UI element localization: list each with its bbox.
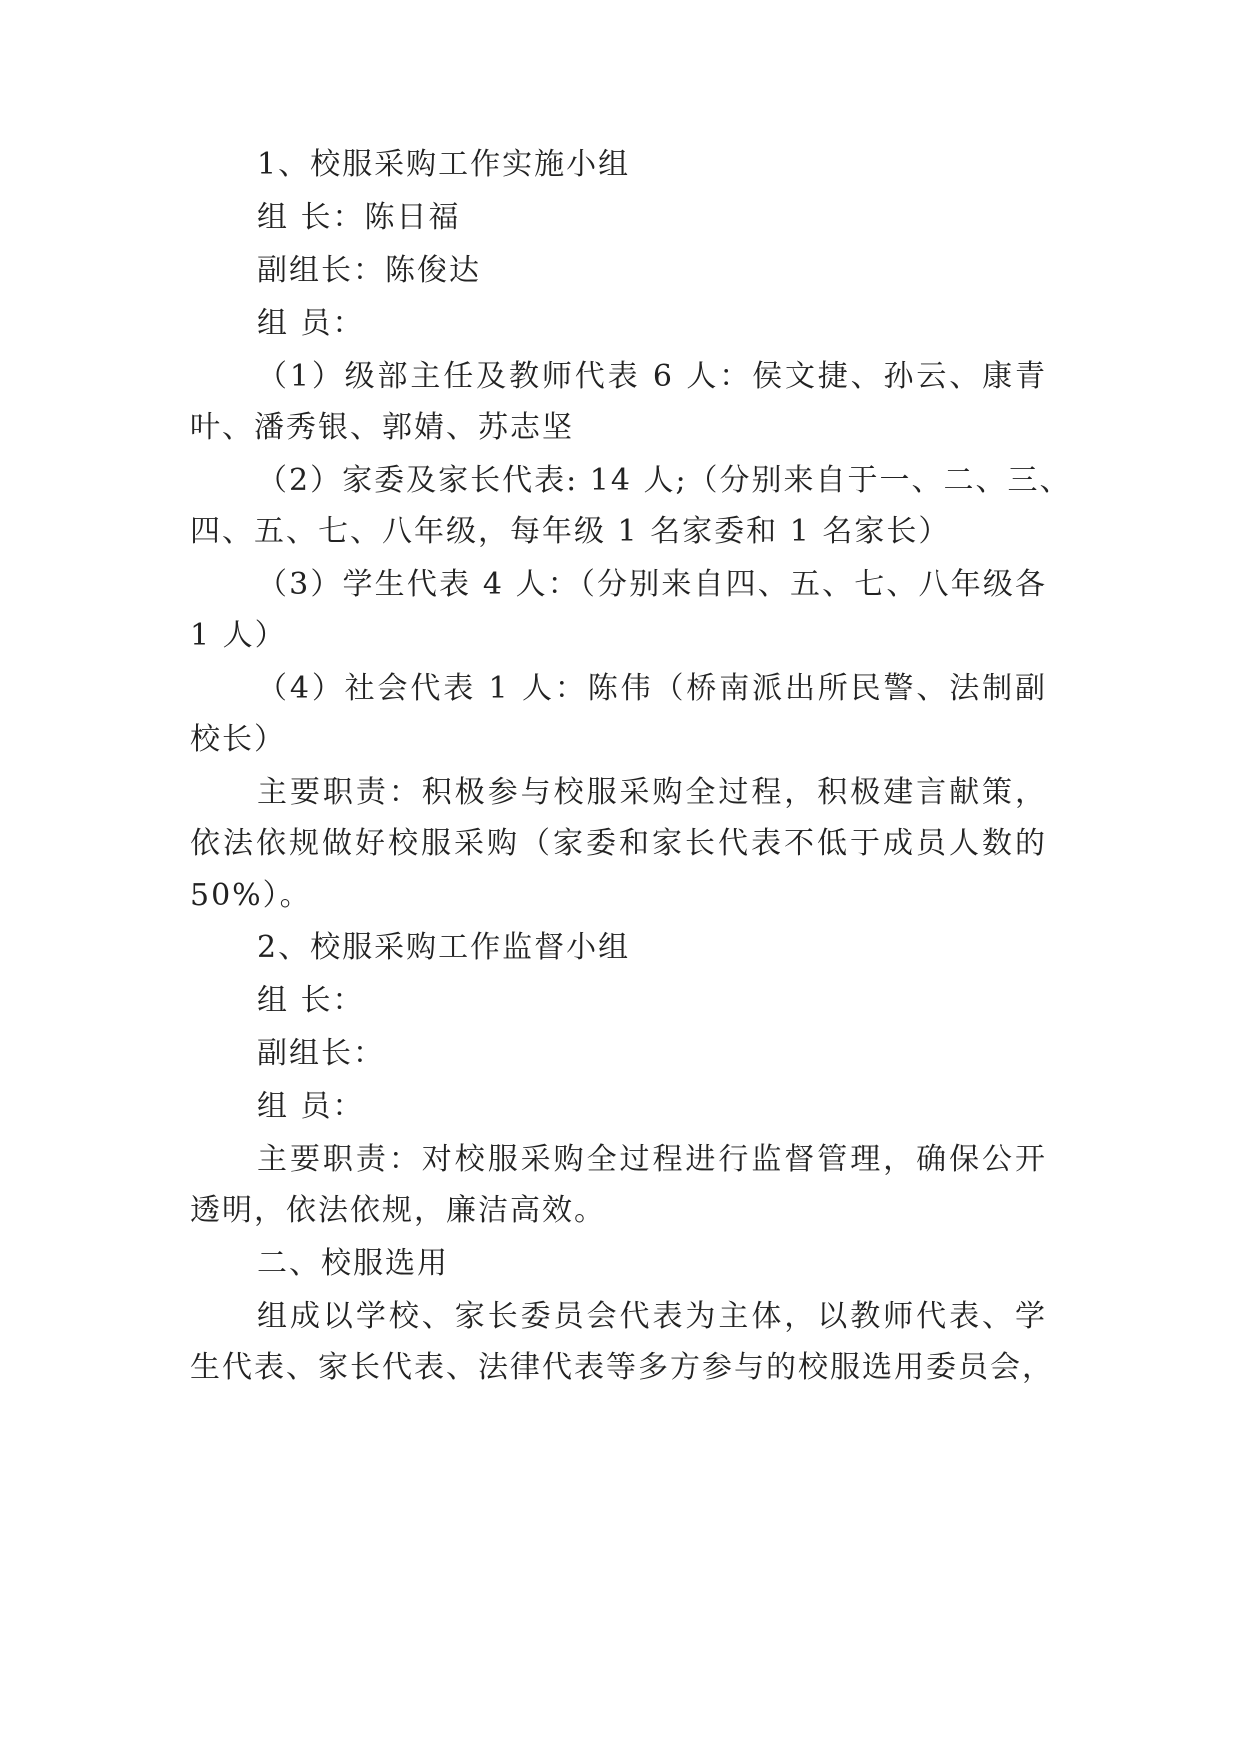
supervision-leader-line: 组 长： [257, 983, 365, 1018]
supervision-members-line: 组 员： [257, 1089, 365, 1124]
duties-paragraph-1: 主要职责：积极参与校服采购全过程，积极建言献策， [257, 775, 1047, 810]
duties-paragraph-1-cont: 依法依规做好校服采购（家委和家长代表不低于成员人数的 [190, 826, 1047, 861]
selection-paragraph-cont: 生代表、家长代表、法律代表等多方参与的校服选用委员会， [190, 1350, 1054, 1385]
group-leader-line: 组 长：陈日福 [257, 200, 461, 235]
section-heading-supervision-group: 2、校服采购工作监督小组 [257, 930, 631, 965]
deputy-leader-line: 副组长：陈俊达 [257, 253, 481, 288]
member-item-1-cont: 叶、潘秀银、郭婧、苏志坚 [190, 410, 574, 445]
member-item-3-cont: 1 人） [190, 618, 287, 653]
duties-paragraph-2-cont: 透明，依法依规，廉洁高效。 [190, 1193, 606, 1228]
members-line: 组 员： [257, 306, 365, 341]
member-item-2: （2）家委及家长代表: 14 人;（分别来自于一、二、三、 [257, 463, 1072, 498]
duties-paragraph-2: 主要职责：对校服采购全过程进行监督管理，确保公开 [257, 1142, 1047, 1177]
member-item-3: （3）学生代表 4 人：（分别来自四、五、七、八年级各 [257, 567, 1047, 602]
member-item-4-cont: 校长） [190, 722, 286, 757]
duties-paragraph-1-end: 50%）。 [190, 878, 312, 913]
section-heading-implementation-group: 1、校服采购工作实施小组 [257, 147, 631, 182]
supervision-deputy-line: 副组长： [257, 1036, 385, 1071]
selection-paragraph: 组成以学校、家长委员会代表为主体，以教师代表、学 [257, 1299, 1047, 1334]
section-heading-uniform-selection: 二、校服选用 [257, 1246, 449, 1281]
member-item-4: （4）社会代表 1 人：陈伟（桥南派出所民警、法制副 [257, 671, 1047, 706]
member-item-1: （1）级部主任及教师代表 6 人：侯文捷、孙云、康青 [257, 359, 1047, 394]
member-item-2-cont: 四、五、七、八年级，每年级 1 名家委和 1 名家长） [190, 514, 951, 549]
